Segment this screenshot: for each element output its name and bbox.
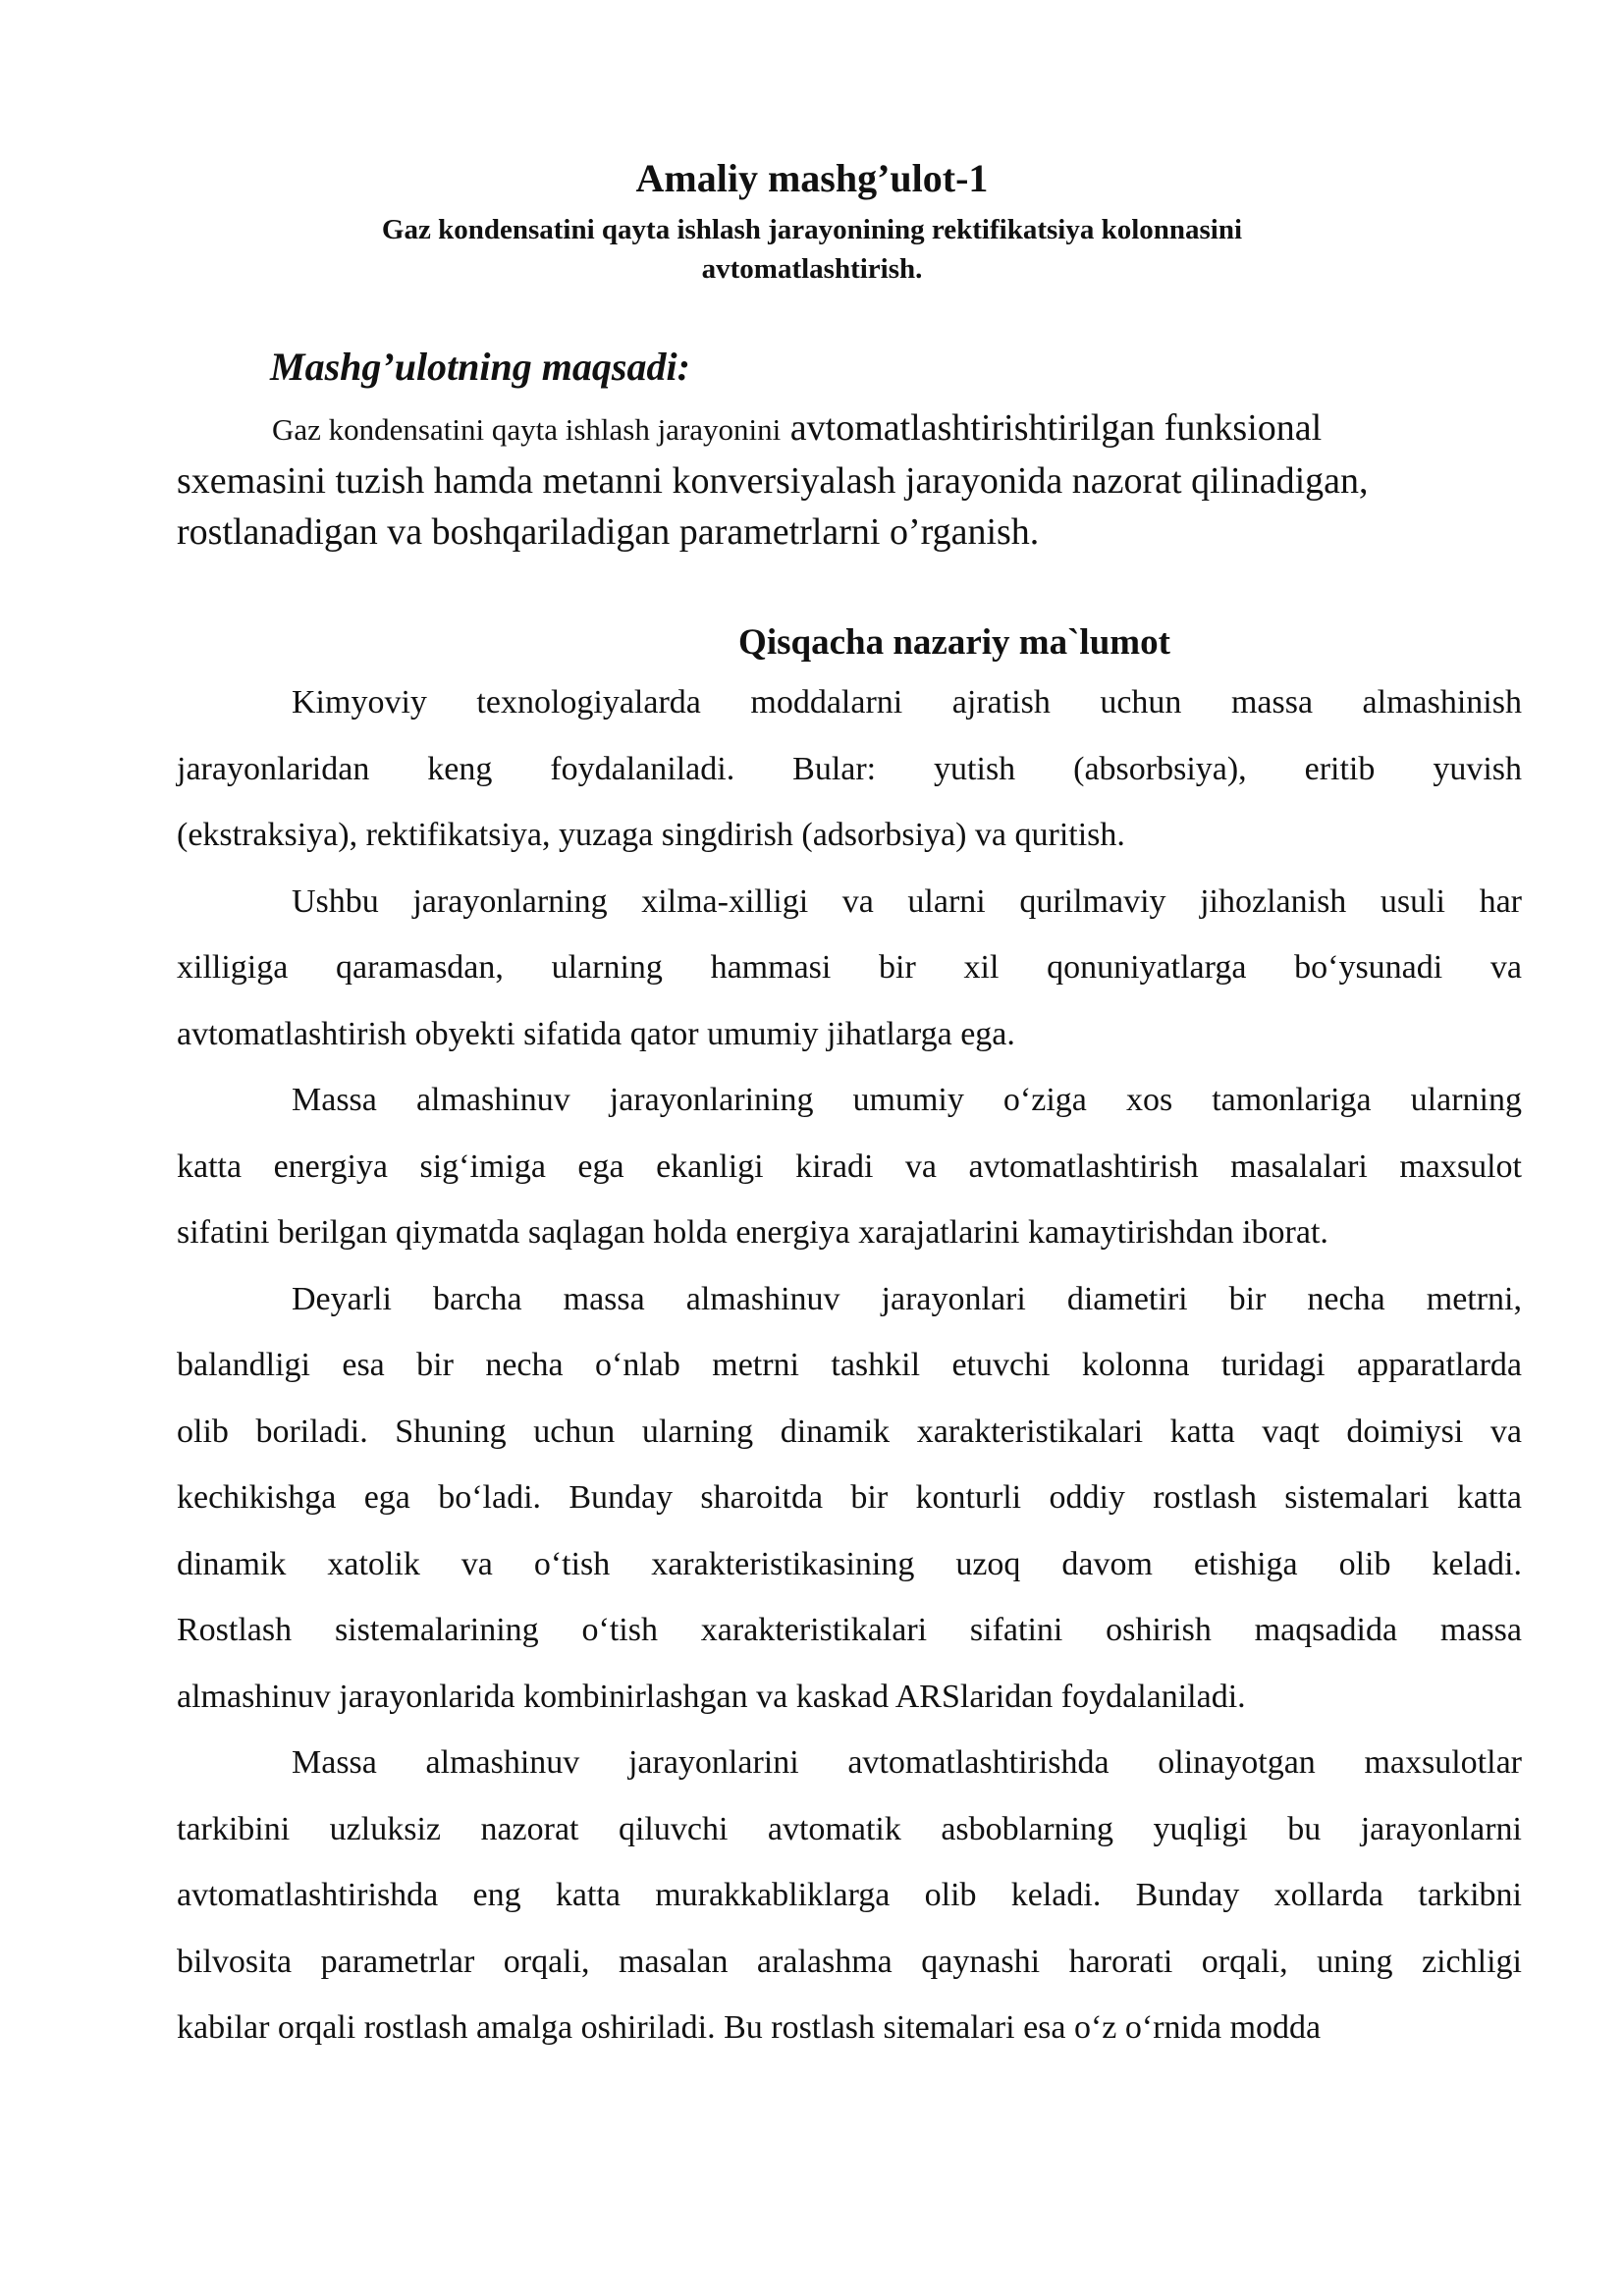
paragraph-line: avtomatlashtirishda eng katta murakkabliklarga olib keladi. Bunday xollarda tarkibni xyxy=(177,1877,1522,1913)
paragraph-line: kechikishga ega bo‘ladi. Bunday sharoitda bir konturli oddiy rostlash sistemalari katta xyxy=(177,1479,1522,1516)
paragraph-line: tarkibini uzluksiz nazorat qiluvchi avtomatik asboblarning yuqligi bu jarayonlarni xyxy=(177,1810,1522,1847)
paragraph-line: olib boriladi. Shuning uchun ularning dinamik xarakteristikalari katta vaqt doimiysi va xyxy=(177,1413,1522,1450)
paragraph-line: Kimyoviy texnologiyalarda moddalarni ajratish uchun massa almashinish xyxy=(292,684,1522,721)
goal-text xyxy=(177,402,1522,558)
paragraph-line: Ushbu jarayonlarning xilma-xilligi va ularni qurilmaviy jihozlanish usuli har xyxy=(292,882,1522,920)
paragraph-line: dinamik xatolik va o‘tish xarakteristikasining uzoq davom etishiga olib keladi. xyxy=(177,1545,1522,1582)
goal-text-line: sxemasini tuzish hamda metanni konversiyalash jarayonida nazorat qilinadigan, xyxy=(177,460,1369,502)
document-title: Amaliy mashg’ulot-1 xyxy=(635,156,989,200)
paragraph-line: (ekstraksiya), rektifikatsiya, yuzaga singdirish (adsorbsiya) va quritish. xyxy=(177,817,1125,853)
paragraph-line: avtomatlashtirish obyekti sifatida qator umumiy jihatlarga ega. xyxy=(177,1015,1015,1052)
goal-text-small-part: Gaz kondensatini qayta ishlash jarayonini xyxy=(272,412,782,447)
paragraph-line: bilvosita parametrlar orqali, masalan aralashma qaynashi harorati orqali, uning zichligi xyxy=(177,1943,1522,1980)
paragraph-line: Deyarli barcha massa almashinuv jarayonlari diametiri bir necha metrni, xyxy=(292,1280,1522,1317)
paragraph-line: balandligi esa bir necha o‘nlab metrni tashkil etuvchi kolonna turidagi apparatlarda xyxy=(177,1347,1522,1383)
paragraph-line: kabilar orqali rostlash amalga oshiriladi. Bu rostlash sitemalari esa o‘z o‘rnida modda xyxy=(177,2009,1322,2046)
paragraph-line: sifatini berilgan qiymatda saqlagan holda energiya xarajatlarini kamaytirishdan iborat. xyxy=(177,1214,1328,1251)
paragraph-line: Massa almashinuv jarayonlarini avtomatlashtirishda olinayotgan maxsulotlar xyxy=(292,1744,1522,1781)
paragraph-line: xilligiga qaramasdan, ularning hammasi bir xil qonuniyatlarga bo‘ysunadi va xyxy=(177,949,1522,986)
paragraph-line: Massa almashinuv jarayonlarining umumiy o‘ziga xos tamonlariga ularning xyxy=(292,1082,1522,1118)
goal-text-line: rostlanadigan va boshqariladigan parametrlarni o’rganish. xyxy=(177,511,1040,553)
goal-heading: Mashg’ulotning maqsadi: xyxy=(270,345,690,389)
goal-text-line xyxy=(177,402,1522,455)
subtitle-line: Gaz kondensatini qayta ishlash jarayonining rektifikatsiya kolonnasini xyxy=(381,214,1243,245)
paragraph-line: almashinuv jarayonlarida kombinirlashgan va kaskad ARSlaridan foydalaniladi. xyxy=(177,1678,1246,1715)
document-subtitle xyxy=(0,210,1624,289)
subtitle-line: avtomatlashtirish. xyxy=(701,253,923,285)
paragraph-line: katta energiya sig‘imiga ega ekanligi kiradi va avtomatlashtirish masalalari maxsulot xyxy=(177,1148,1522,1185)
paragraph-line: Rostlash sistemalarining o‘tish xarakteristikalari sifatini oshirish maqsadida massa xyxy=(177,1612,1522,1648)
goal-text-rest-part: avtomatlashtirishtirilgan funksional xyxy=(781,407,1323,449)
section-heading: Qisqacha nazariy ma`lumot xyxy=(738,622,1170,663)
paragraph-line: jarayonlaridan keng foydalaniladi. Bular: yutish (absorbsiya), eritib yuvish xyxy=(177,750,1522,787)
body-text xyxy=(177,669,1522,2061)
